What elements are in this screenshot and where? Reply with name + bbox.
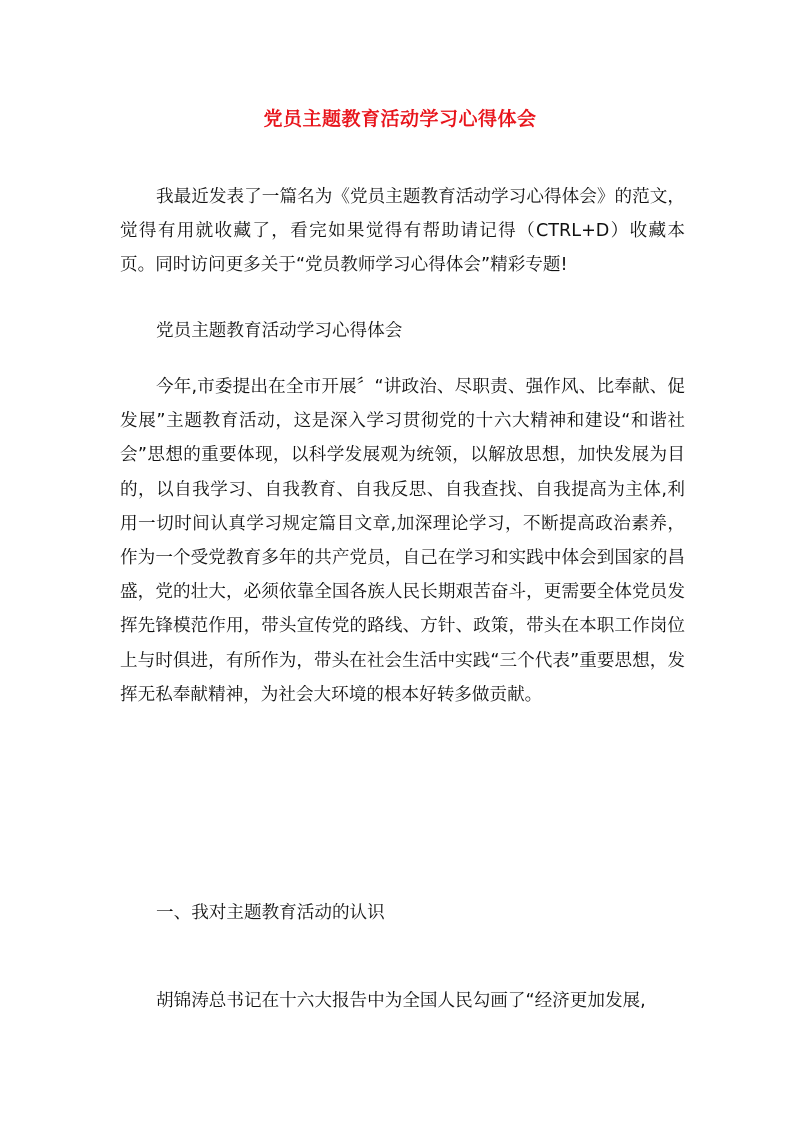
section-heading: 一、我对主题教育活动的认识 [156, 903, 385, 923]
document-subtitle: 党员主题教育活动学习心得体会 [156, 321, 403, 341]
body-paragraph: 胡锦涛总书记在十六大报告中为全国人民勾画了“经济更加发展, [156, 991, 646, 1011]
body-paragraph: 今年,市委提出在全市开展〞“讲政治、尽职责、强作风、比奉献、促发展”主题教育活动，这是深入学习贯彻党的十六大精神和建设“和谐社会”思想的重要体现，以科学发展观为统领，以解放思想，加快发展为目的，以自我学习、自我教育、自我反思、自我查找、自我提高为主体,利用一切时间认真学习规定篇目文章,加深理论学习，不断提高政治素养，作为一个受党教育多年的共产党员，自己在学习和实践中体会到国家的昌盛，党的壮大，必须依靠全国各族人民长期艰苦奋斗，更需要全体党员发挥先锋模范作用，带头宣传党的路线、方针、政策，带头在本职工作岗位上与时俱进，有所作为，带头在社会生活中实践“三个代表”重要思想，发挥无私奉献精神，为社会大环境的根本好转多做贡献。 [120, 377, 685, 705]
document-title: 党员主题教育活动学习心得体会 [263, 108, 537, 130]
intro-paragraph: 我最近发表了一篇名为《党员主题教育活动学习心得体会》的范文，觉得有用就收藏了，看完如果觉得有帮助请记得（CTRL+D）收藏本页。同时访问更多关于“党员教师学习心得体会”精彩专题! [120, 187, 685, 276]
